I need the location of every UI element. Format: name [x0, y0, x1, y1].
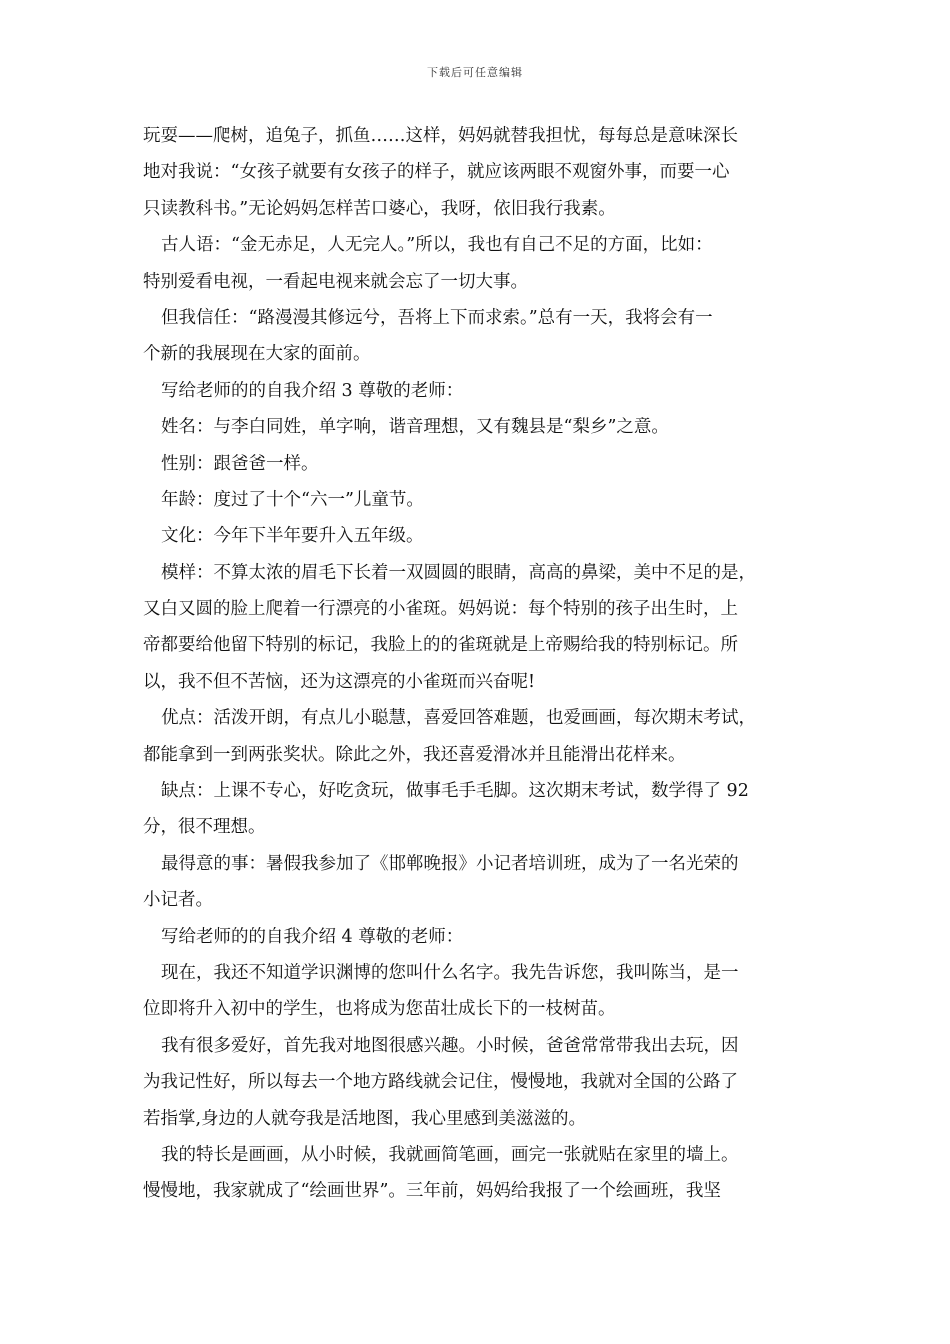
text-line: 小记者。	[143, 890, 213, 911]
text-line: 姓名：与李白同姓，单字响，谐音理想，又有魏县是“梨乡”之意。	[161, 417, 669, 438]
text-line: 地对我说：“女孩子就要有女孩子的样子，就应该两眼不观窗外事，而要一心	[143, 162, 730, 183]
text-line: 玩耍——爬树，追兔子，抓鱼……这样，妈妈就替我担忧，每每总是意味深长	[143, 126, 738, 146]
text-line: 只读教科书。”无论妈妈怎样苦口婆心，我呀，依旧我行我素。	[143, 198, 616, 219]
text-line: 但我信任：“路漫漫其修远兮，吾将上下而求索。”总有一天，我将会有一	[161, 307, 713, 328]
text-line: 特别爱看电视，一看起电视来就会忘了一切大事。	[143, 271, 528, 292]
text-line: 现在，我还不知道学识渊博的您叫什么名字。我先告诉您，我叫陈当，是一	[161, 962, 739, 983]
text-line: 年龄：度过了十个“六一”儿童节。	[161, 489, 424, 510]
text-line: 又白又圆的脸上爬着一行漂亮的小雀斑。妈妈说：每个特别的孩子出生时，上	[143, 599, 738, 620]
text-line: 位即将升入初中的学生，也将成为您苗壮成长下的一枝树苗。	[143, 999, 616, 1020]
document-body	[143, 118, 815, 1210]
text-line: 优点：活泼开朗，有点儿小聪慧，喜爱回答难题，也爱画画，每次期末考试，	[161, 708, 756, 729]
text-line: 我的特长是画画，从小时候，我就画简笔画，画完一张就贴在家里的墙上。	[161, 1144, 739, 1165]
text-line: 最得意的事：暑假我参加了《邯郸晚报》小记者培训班，成为了一名光荣的	[161, 853, 739, 874]
text-line: 我有很多爱好，首先我对地图很感兴趣。小时候，爸爸常常带我出去玩，因	[161, 1035, 739, 1056]
text-line: 缺点：上课不专心，好吃贪玩，做事毛手毛脚。这次期末考试，数学得了 92	[161, 781, 749, 802]
text-line: 慢慢地，我家就成了“绘画世界”。三年前，妈妈给我报了一个绘画班，我坚	[143, 1181, 721, 1202]
text-line: 为我记性好，所以每去一个地方路线就会记住，慢慢地，我就对全国的公路了	[143, 1072, 738, 1093]
text-line: 个新的我展现在大家的面前。	[143, 344, 371, 365]
text-line: 帝都要给他留下特别的标记，我脸上的的雀斑就是上帝赐给我的特别标记。所	[143, 635, 738, 656]
text-line: 性别：跟爸爸一样。	[161, 453, 319, 474]
text-line: 古人语：“金无赤足，人无完人。”所以，我也有自己不足的方面，比如：	[161, 235, 713, 256]
text-line: 分，很不理想。	[143, 817, 266, 838]
text-line: 写给老师的的自我介绍 3 尊敬的老师：	[161, 380, 464, 401]
text-line: 都能拿到一到两张奖状。除此之外，我还喜爱滑冰并且能滑出花样来。	[143, 744, 686, 765]
page-header: 下载后可任意编辑	[427, 66, 523, 79]
text-line: 若指掌,身边的人就夸我是活地图，我心里感到美滋滋的。	[143, 1108, 587, 1129]
text-line: 写给老师的的自我介绍 4 尊敬的老师：	[161, 926, 464, 947]
text-line: 以，我不但不苦恼，还为这漂亮的小雀斑而兴奋呢!	[143, 671, 536, 692]
text-line: 文化：今年下半年要升入五年级。	[161, 526, 424, 547]
text-line: 模样：不算太浓的眉毛下长着一双圆圆的眼睛，高高的鼻梁，美中不足的是，	[161, 562, 756, 583]
